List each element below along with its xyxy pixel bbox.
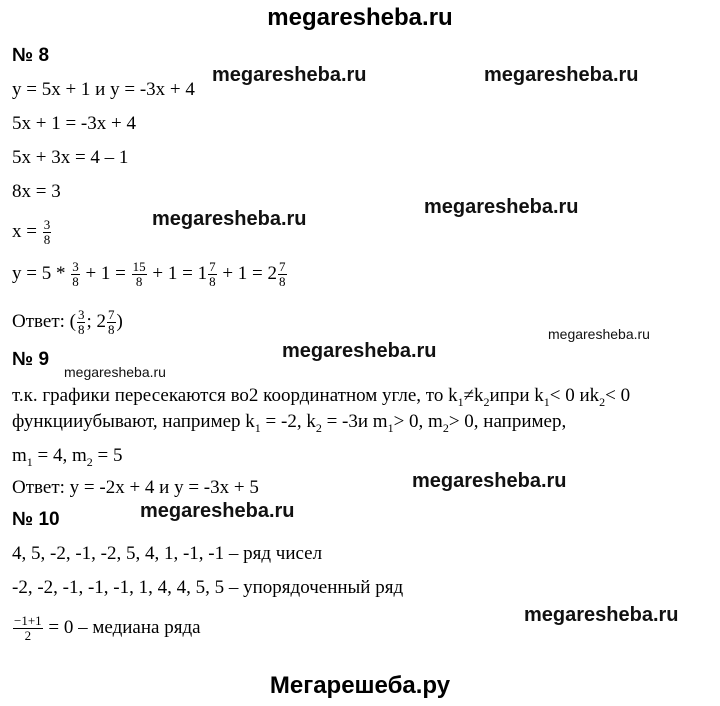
watermark-small: megaresheba.ru <box>548 326 650 342</box>
fraction-7-8: $\frac{7}{8}$ <box>279 259 286 289</box>
fraction-3-8: $\frac{3}{8}$ <box>43 217 51 247</box>
watermark: megaresheba.ru <box>152 208 307 230</box>
task-8-line-6: y = 5 * $\frac{3}{8}$ + 1 = $\frac{15}{8}$ + 1 = 1 $\frac{7}{8}$ + 1 = 2 $\frac{7}{8}$ <box>12 259 286 289</box>
watermark: megaresheba.ru <box>484 64 639 86</box>
task-8-line-4: 8x = 3 <box>12 181 61 202</box>
task-9-line-1: т.к. графики пересекаются во2 координатном угле, то $k_1\ne k_2ипри$ $k_1< 0$ $иk_2< 0$ <box>12 385 631 409</box>
watermark-top: megaresheba.ru <box>267 4 453 31</box>
watermark-small: megaresheba.ru <box>64 364 166 380</box>
watermark-bottom: Мегарешеба.ру <box>269 672 451 699</box>
watermark: megaresheba.ru <box>424 196 579 218</box>
task-9-number: № 9 <box>12 349 50 370</box>
watermark: megaresheba.ru <box>524 604 679 626</box>
task-8-line-2: 5x + 1 = -3x + 4 <box>12 113 136 134</box>
fraction-3-8: $\frac{3}{8}$ <box>77 307 85 337</box>
watermark: megaresheba.ru <box>140 500 295 522</box>
task-10-line-2: -2, -2, -1, -1, -1, 1, 4, 4, 5, 5 – упорядоченный ряд <box>12 577 404 598</box>
x-equals: x = <box>12 220 37 242</box>
task-8-answer: Ответ: ( $\frac{3}{8}$ ; 2 $\frac{7}{8}$ ) <box>12 307 123 337</box>
task-9-line-3: $m_1 = 4$, $m_2 = 5$ <box>12 445 123 469</box>
watermark: megaresheba.ru <box>412 470 567 492</box>
watermark: megaresheba.ru <box>212 64 367 86</box>
task-8-line-3: 5x + 3x = 4 – 1 <box>12 147 129 168</box>
fraction-15-8: $\frac{15}{8}$ <box>132 259 146 289</box>
fraction-7-8: $\frac{7}{8}$ <box>108 307 115 337</box>
watermark: megaresheba.ru <box>282 340 437 362</box>
task-8-line-1: y = 5x + 1 и y = -3x + 4 <box>12 79 195 100</box>
fraction-3-8: $\frac{3}{8}$ <box>72 259 79 289</box>
task-10-median: $\frac{-1+1}{2}$ = 0 – медиана ряда <box>14 613 201 643</box>
task-8-line-5 <box>12 218 52 247</box>
task-8-number: № 8 <box>12 45 50 66</box>
fraction-median: $\frac{-1+1}{2}$ <box>14 613 42 643</box>
task-10-line-1: 4, 5, -2, -1, -2, 5, 4, 1, -1, -1 – ряд чисел <box>12 543 323 564</box>
task-9-line-2: функцииубывают, например $k_1 = -2$, $k_2 = -3и$ $m_1> 0$, $m_2> 0$, например, <box>12 411 567 435</box>
fraction-7-8: $\frac{7}{8}$ <box>209 259 216 289</box>
task-9-answer: Ответ: y = -2x + 4 и y = -3x + 5 <box>12 477 259 498</box>
task-10-number: № 10 <box>12 509 60 530</box>
